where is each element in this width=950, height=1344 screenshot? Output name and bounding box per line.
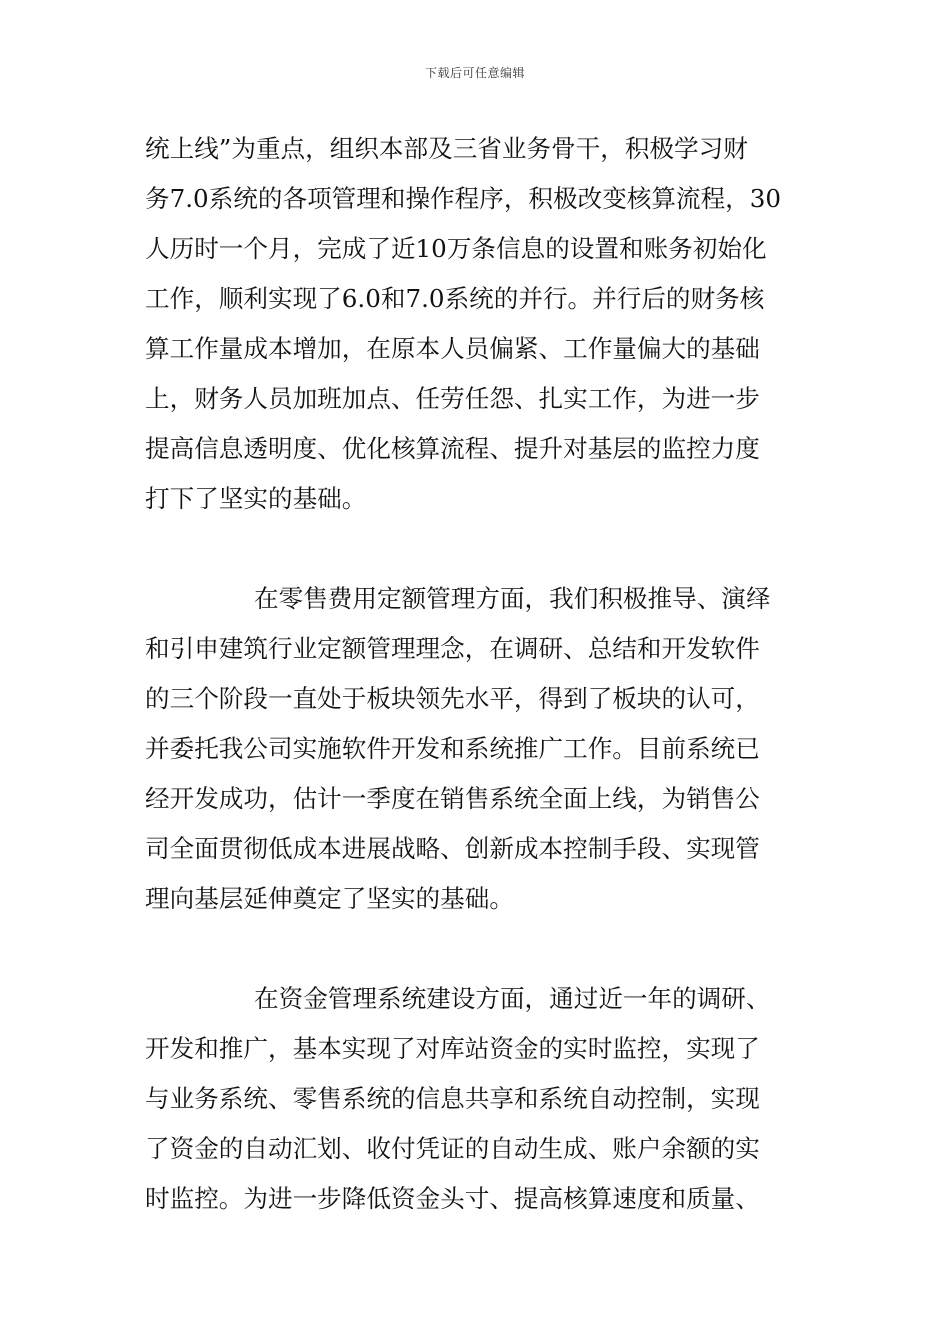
- paragraph-2: [145, 574, 810, 924]
- paragraph-line: 务7.0系统的各项管理和操作程序，积极改变核算流程，30: [145, 184, 782, 213]
- paragraph-line: 的三个阶段一直处于板块领先水平，得到了板块的认可，: [145, 684, 760, 713]
- paragraph-3: [145, 974, 810, 1224]
- paragraph-line: 并委托我公司实施软件开发和系统推广工作。目前系统已: [145, 734, 760, 763]
- paragraph-line: 统上线”为重点，组织本部及三省业务骨干，积极学习财: [145, 134, 748, 163]
- paragraph-line: 人历时一个月，完成了近10万条信息的设置和账务初始化: [145, 234, 767, 263]
- paragraph-line: 在零售费用定额管理方面，我们积极推导、演绎: [254, 584, 771, 613]
- paragraph-line: 时监控。为进一步降低资金头寸、提高核算速度和质量、: [145, 1184, 760, 1213]
- paragraph-spacer: [145, 524, 810, 574]
- paragraph-1: [145, 124, 810, 524]
- paragraph-line: 算工作量成本增加，在原本人员偏紧、工作量偏大的基础: [145, 334, 760, 363]
- paragraph-line: 开发和推广，基本实现了对库站资金的实时监控，实现了: [145, 1034, 760, 1063]
- paragraph-line: 打下了坚实的基础。: [145, 484, 367, 513]
- paragraph-line: 和引申建筑行业定额管理理念，在调研、总结和开发软件: [145, 634, 760, 663]
- paragraph-line: 了资金的自动汇划、收付凭证的自动生成、账户余额的实: [145, 1134, 760, 1163]
- paragraph-spacer: [145, 924, 810, 974]
- paragraph-line: 与业务系统、零售系统的信息共享和系统自动控制，实现: [145, 1084, 760, 1113]
- paragraph-line: 提高信息透明度、优化核算流程、提升对基层的监控力度: [145, 434, 760, 463]
- paragraph-line: 理向基层延伸奠定了坚实的基础。: [145, 884, 514, 913]
- body-text: [145, 124, 810, 1224]
- header-note: 下载后可任意编辑: [424, 66, 525, 80]
- paragraph-line: 在资金管理系统建设方面，通过近一年的调研、: [254, 984, 771, 1013]
- paragraph-line: 工作，顺利实现了6.0和7.0系统的并行。并行后的财务核: [145, 284, 765, 313]
- paragraph-line: 上，财务人员加班加点、任劳任怨、扎实工作，为进一步: [145, 384, 760, 413]
- paragraph-line: 司全面贯彻低成本进展战略、创新成本控制手段、实现管: [145, 834, 760, 863]
- paragraph-line: 经开发成功，估计一季度在销售系统全面上线，为销售公: [145, 784, 760, 813]
